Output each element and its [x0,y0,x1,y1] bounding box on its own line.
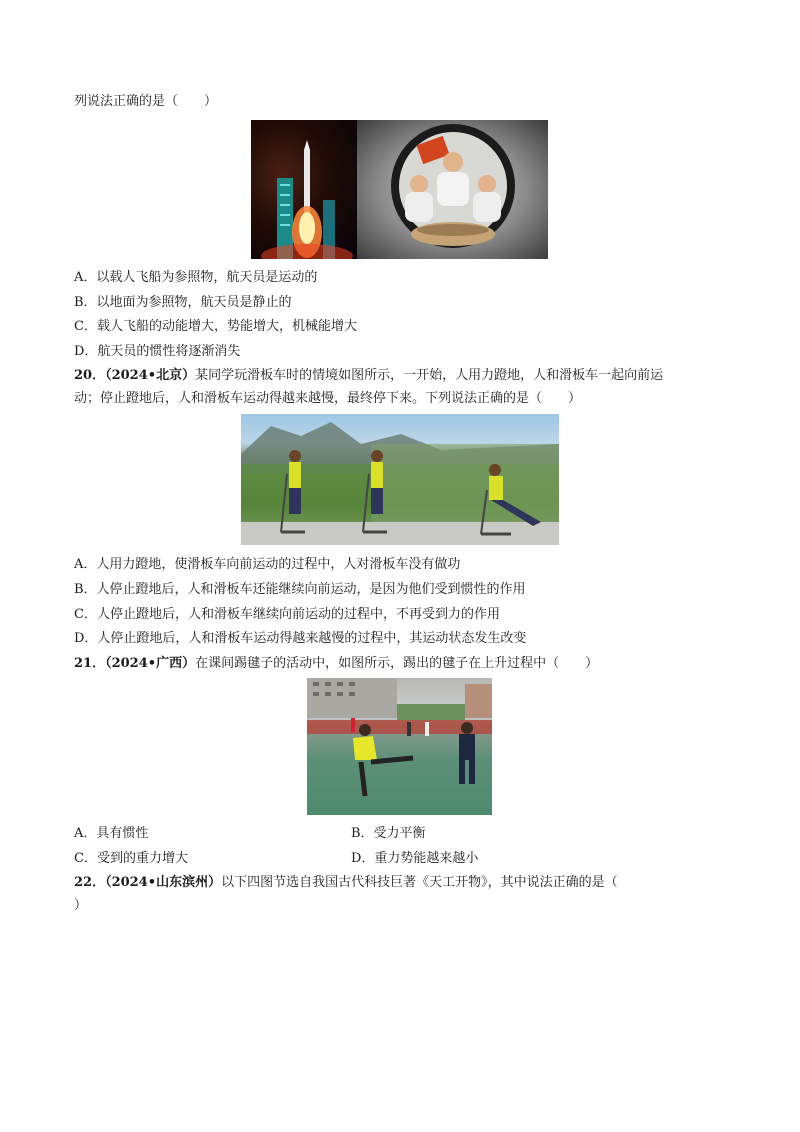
q20-stem-text: 某同学玩滑板车时的情境如图所示，一开始，人用力蹬地，人和滑板车一起向前运 [195,368,664,383]
q20-head: 20．（2024•北京） [74,368,196,383]
q19-stem-tail: 列说法正确的是（ ） [74,94,218,109]
q20-option-d: D．人停止蹬地后，人和滑板车运动得越来越慢的过程中，其运动状态发生改变 [74,631,527,646]
q21-option-a: A．具有惯性 [74,826,149,841]
q21-option-c: C．受到的重力增大 [74,851,188,866]
q21-stem [74,655,598,673]
q22-head: 22．（2024•山东滨州） [74,875,222,890]
shuttlecock-kicking-image [307,678,492,815]
q20-stem-line1 [74,367,663,385]
q21-stem-text: 在课间踢毽子的活动中，如图所示，踢出的毽子在上升过程中（ ） [195,656,599,671]
q19-option-d: D．航天员的惯性将逐渐消失 [74,344,241,359]
q22-stem-text: 以下四图节选自我国古代科技巨著《天工开物》，其中说法正确的是（ [221,875,618,890]
q21-option-d: D．重力势能越来越小 [351,851,479,866]
q20-option-a: A．人用力蹬地，使滑板车向前运动的过程中，人对滑板车没有做功 [74,557,461,572]
rocket-launch-image [251,120,357,259]
q19-option-c: C．载人飞船的动能增大，势能增大，机械能增大 [74,319,357,334]
scooter-image [241,414,559,545]
q21-head: 21．（2024•广西） [74,656,196,671]
q20-stem-line2: 动；停止蹬地后，人和滑板车运动得越来越慢，最终停下来。下列说法正确的是（ ） [74,391,582,406]
astronauts-cabin-image [357,120,548,259]
q22-stem-line1 [74,874,618,892]
q22-stem-line2: ） [74,898,88,913]
q21-option-b: B．受力平衡 [351,826,426,841]
q19-option-a: A．以载人飞船为参照物，航天员是运动的 [74,270,318,285]
q20-option-b: B．人停止蹬地后，人和滑板车还能继续向前运动，是因为他们受到惯性的作用 [74,582,526,597]
q19-option-b: B．以地面为参照物，航天员是静止的 [74,295,292,310]
q20-option-c: C．人停止蹬地后，人和滑板车继续向前运动的过程中，不再受到力的作用 [74,607,500,622]
